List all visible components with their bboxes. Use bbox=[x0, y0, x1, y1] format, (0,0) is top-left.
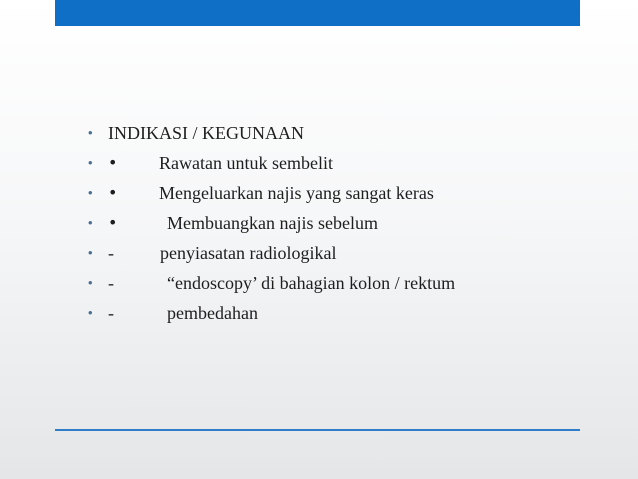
bullet-list bbox=[88, 118, 608, 328]
footer-rule bbox=[55, 429, 580, 431]
dash-marker: - bbox=[108, 303, 114, 323]
list-item bbox=[88, 178, 608, 208]
sub-bullet-marker: • bbox=[108, 183, 118, 202]
list-item bbox=[88, 268, 608, 298]
bullet-dot-icon: • bbox=[88, 245, 93, 260]
list-item-text: Mengeluarkan najis yang sangat keras bbox=[159, 183, 434, 203]
list-item-text: pembedahan bbox=[167, 303, 258, 323]
list-item bbox=[88, 238, 608, 268]
sub-bullet-marker: • bbox=[108, 213, 118, 232]
heading-item bbox=[88, 118, 608, 148]
bullet-dot-icon: • bbox=[88, 305, 93, 320]
list-item bbox=[88, 148, 608, 178]
header-bar bbox=[55, 0, 580, 26]
dash-marker: - bbox=[108, 273, 114, 293]
bullet-dot-icon: • bbox=[88, 275, 93, 290]
list-item bbox=[88, 208, 608, 238]
list-item bbox=[88, 298, 608, 328]
bullet-dot-icon: • bbox=[88, 185, 93, 200]
dash-marker: - bbox=[108, 243, 114, 263]
list-item-text: penyiasatan radiologikal bbox=[160, 243, 337, 263]
sub-bullet-marker: • bbox=[108, 153, 118, 172]
slide-heading: INDIKASI / KEGUNAAN bbox=[108, 123, 304, 143]
bullet-dot-icon: • bbox=[88, 155, 93, 170]
bullet-dot-icon: • bbox=[88, 215, 93, 230]
list-item-text: Rawatan untuk sembelit bbox=[159, 153, 333, 173]
bullet-dot-icon: • bbox=[88, 125, 93, 140]
list-item-text: Membuangkan najis sebelum bbox=[167, 213, 378, 233]
list-item-text: “endoscopy’ di bahagian kolon / rektum bbox=[167, 273, 456, 293]
